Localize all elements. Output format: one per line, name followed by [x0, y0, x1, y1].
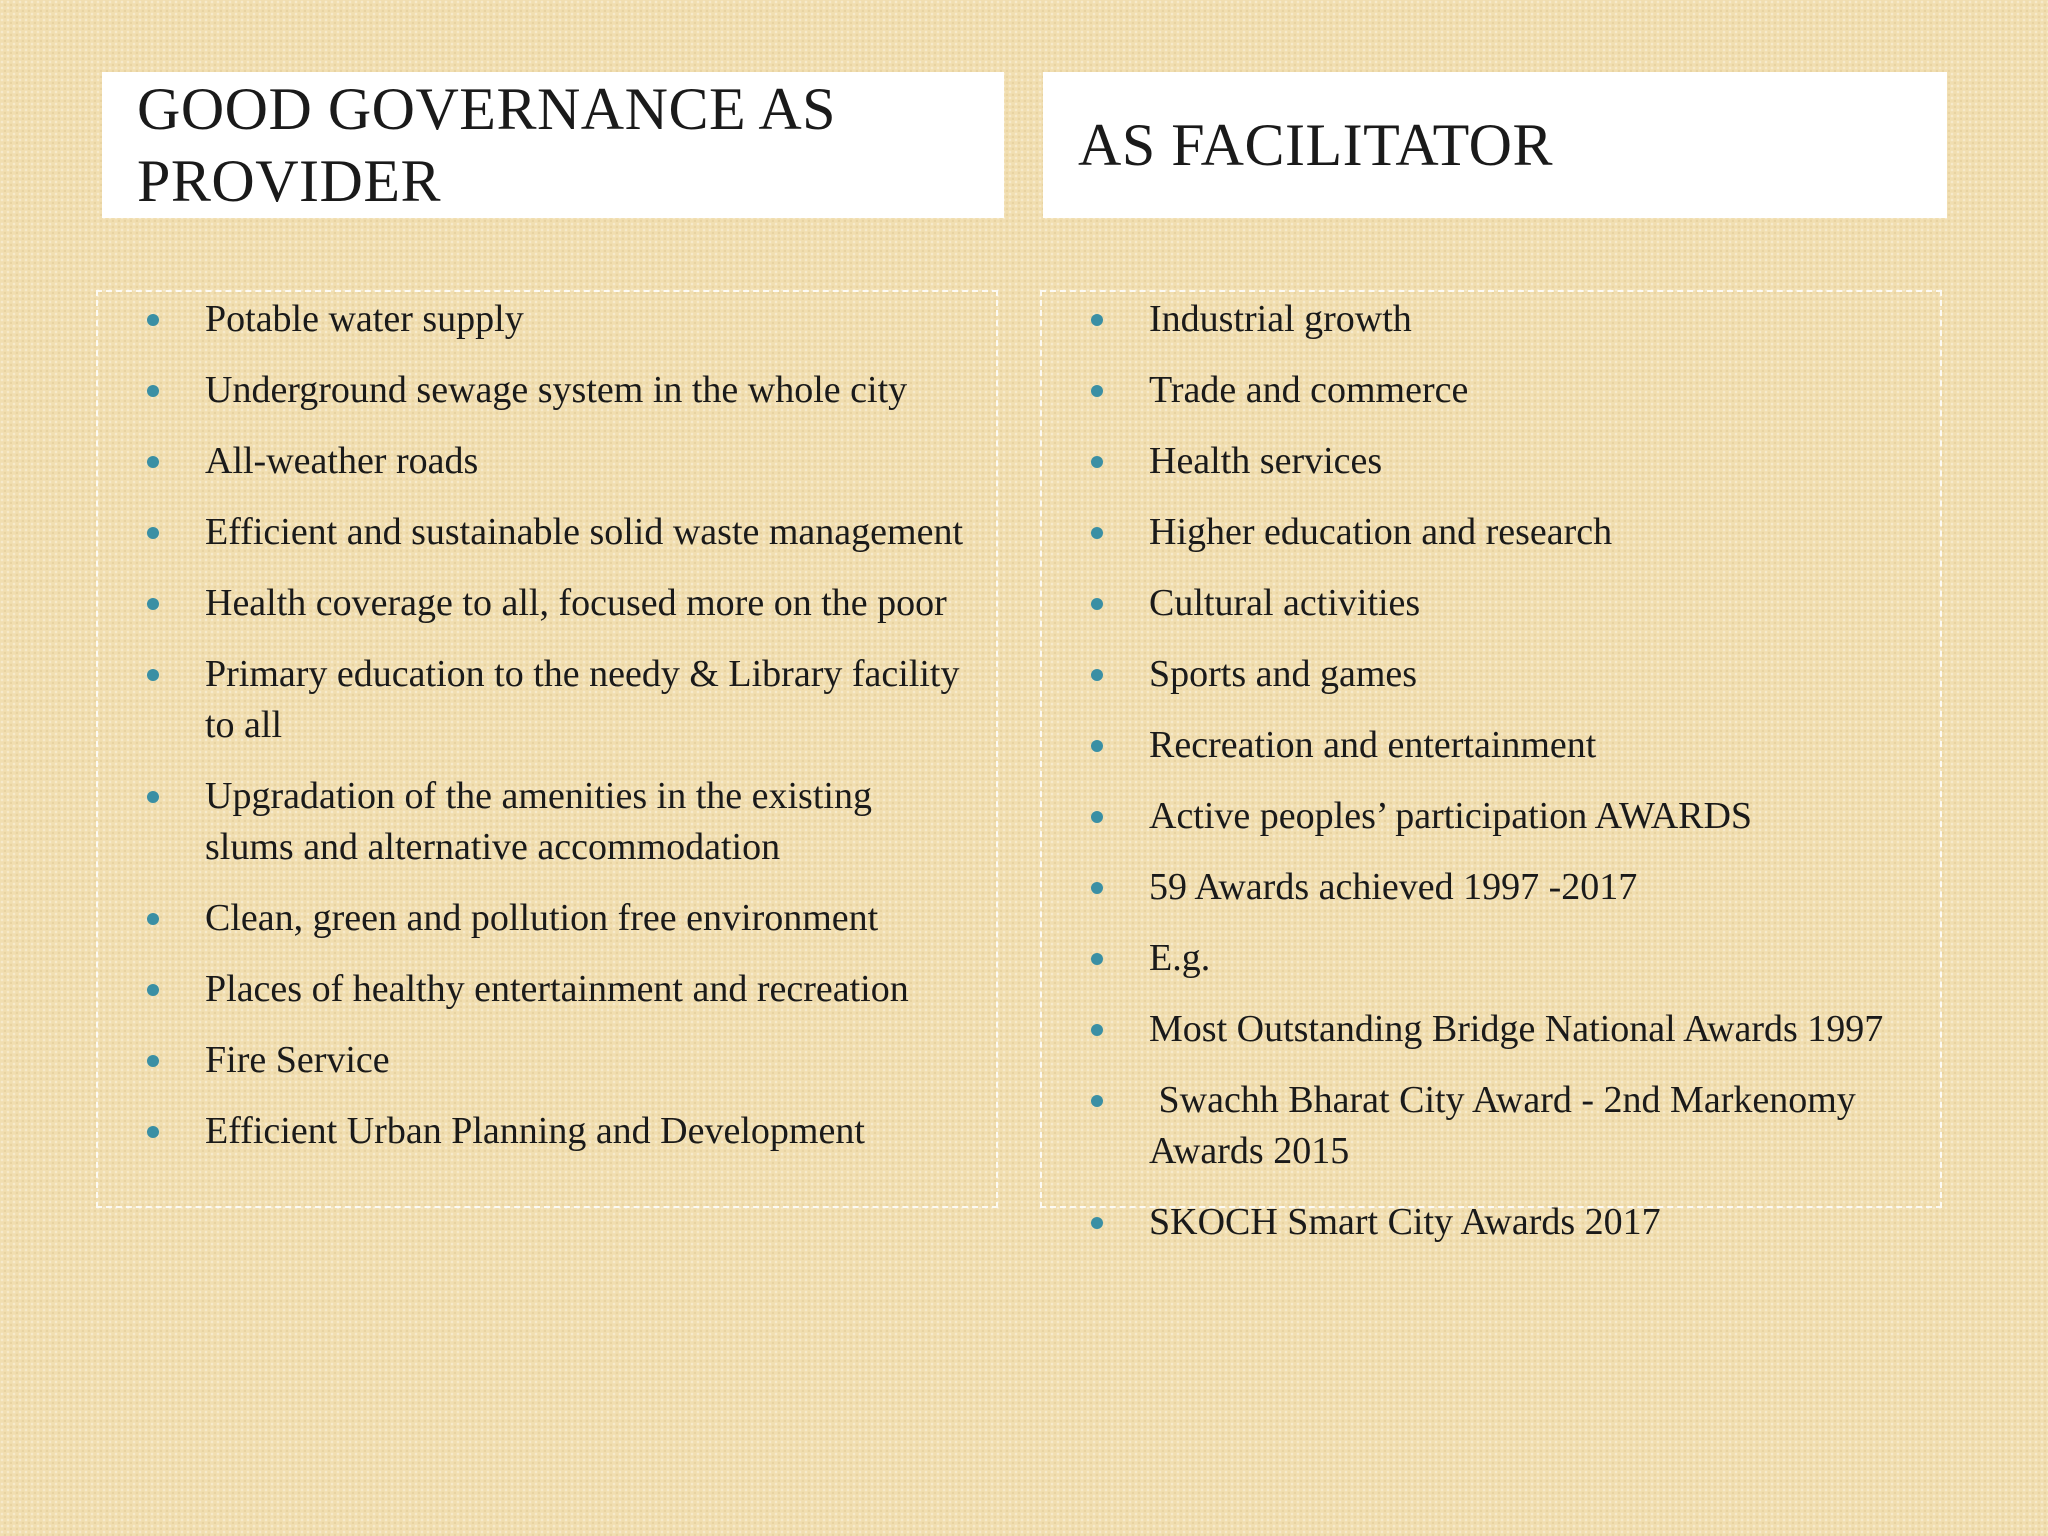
left-bullet-item [140, 1035, 970, 1086]
right-bullet-item [1084, 1075, 1924, 1177]
bullet-dot-icon [147, 385, 159, 397]
bullet-dot-icon [147, 1126, 159, 1138]
left-bullet-text: Clean, green and pollution free environment [205, 897, 879, 939]
left-bullet-list [140, 294, 970, 1177]
bullet-dot-icon [147, 791, 159, 803]
left-bullet-item [140, 964, 970, 1015]
right-bullet-item [1084, 294, 1924, 345]
right-bullet-text: Industrial growth [1149, 298, 1412, 340]
bullet-dot-icon [147, 1055, 159, 1067]
right-bullet-text: Active peoples’ participation AWARDS [1149, 795, 1753, 837]
bullet-dot-icon [147, 314, 159, 326]
right-bullet-text: Most Outstanding Bridge National Awards 1997 [1149, 1008, 1884, 1050]
right-bullet-text: 59 Awards achieved 1997 -2017 [1149, 866, 1638, 908]
left-bullet-item [140, 649, 970, 751]
left-bullet-text: All-weather roads [205, 440, 479, 482]
bullet-dot-icon [1091, 811, 1103, 823]
right-bullet-item [1084, 933, 1924, 984]
right-bullet-item [1084, 862, 1924, 913]
right-bullet-text: Cultural activities [1149, 582, 1421, 624]
left-bullet-item [140, 436, 970, 487]
bullet-dot-icon [1091, 314, 1103, 326]
left-bullet-item [140, 578, 970, 629]
bullet-dot-icon [1091, 527, 1103, 539]
left-header-box [102, 72, 1004, 218]
right-bullet-item [1084, 791, 1924, 842]
bullet-dot-icon [1091, 882, 1103, 894]
right-bullet-text: Sports and games [1149, 653, 1418, 695]
bullet-dot-icon [147, 669, 159, 681]
bullet-dot-icon [1091, 1024, 1103, 1036]
right-bullet-text: SKOCH Smart City Awards 2017 [1149, 1201, 1661, 1243]
right-header-box [1043, 72, 1947, 218]
right-bullet-text: Health services [1149, 440, 1383, 482]
right-bullet-item [1084, 436, 1924, 487]
bullet-dot-icon [1091, 598, 1103, 610]
left-bullet-text: Underground sewage system in the whole city [205, 369, 908, 411]
left-bullet-item [140, 1106, 970, 1157]
right-bullet-text: Recreation and entertainment [1149, 724, 1597, 766]
bullet-dot-icon [147, 984, 159, 996]
right-bullet-text: Swachh Bharat City Award - 2nd Markenomy Awards 2015 [1149, 1079, 1864, 1172]
left-bullet-text: Primary education to the needy & Library facility to all [205, 653, 969, 746]
right-bullet-item [1084, 507, 1924, 558]
bullet-dot-icon [1091, 1217, 1103, 1229]
bullet-dot-icon [1091, 740, 1103, 752]
right-bullet-item [1084, 1197, 1924, 1248]
bullet-dot-icon [1091, 669, 1103, 681]
left-bullet-item [140, 771, 970, 873]
left-bullet-text: Efficient and sustainable solid waste management [205, 511, 964, 553]
bullet-dot-icon [147, 913, 159, 925]
left-bullet-text: Places of healthy entertainment and recreation [205, 968, 909, 1010]
bullet-dot-icon [1091, 456, 1103, 468]
left-bullet-text: Potable water supply [205, 298, 524, 340]
left-bullet-item [140, 365, 970, 416]
left-bullet-text: Health coverage to all, focused more on the poor [205, 582, 947, 624]
bullet-dot-icon [1091, 1095, 1103, 1107]
right-bullet-list [1084, 294, 1924, 1268]
bullet-dot-icon [1091, 385, 1103, 397]
right-bullet-text: Trade and commerce [1149, 369, 1469, 411]
bullet-dot-icon [147, 527, 159, 539]
right-bullet-item [1084, 720, 1924, 771]
bullet-dot-icon [147, 456, 159, 468]
left-bullet-text: Upgradation of the amenities in the existing slums and alternative accommodation [205, 775, 882, 868]
left-column-title: GOOD GOVERNANCE AS PROVIDER [137, 76, 837, 214]
bullet-dot-icon [147, 598, 159, 610]
right-bullet-item [1084, 649, 1924, 700]
right-column-title: AS FACILITATOR [1078, 112, 1554, 178]
left-bullet-item [140, 294, 970, 345]
right-bullet-text: Higher education and research [1149, 511, 1613, 553]
left-bullet-text: Fire Service [205, 1039, 390, 1081]
left-bullet-text: Efficient Urban Planning and Development [205, 1110, 865, 1152]
bullet-dot-icon [1091, 953, 1103, 965]
right-bullet-item [1084, 365, 1924, 416]
left-bullet-item [140, 507, 970, 558]
right-bullet-item [1084, 1004, 1924, 1055]
left-bullet-item [140, 893, 970, 944]
right-bullet-item [1084, 578, 1924, 629]
right-bullet-text: E.g. [1149, 937, 1211, 979]
